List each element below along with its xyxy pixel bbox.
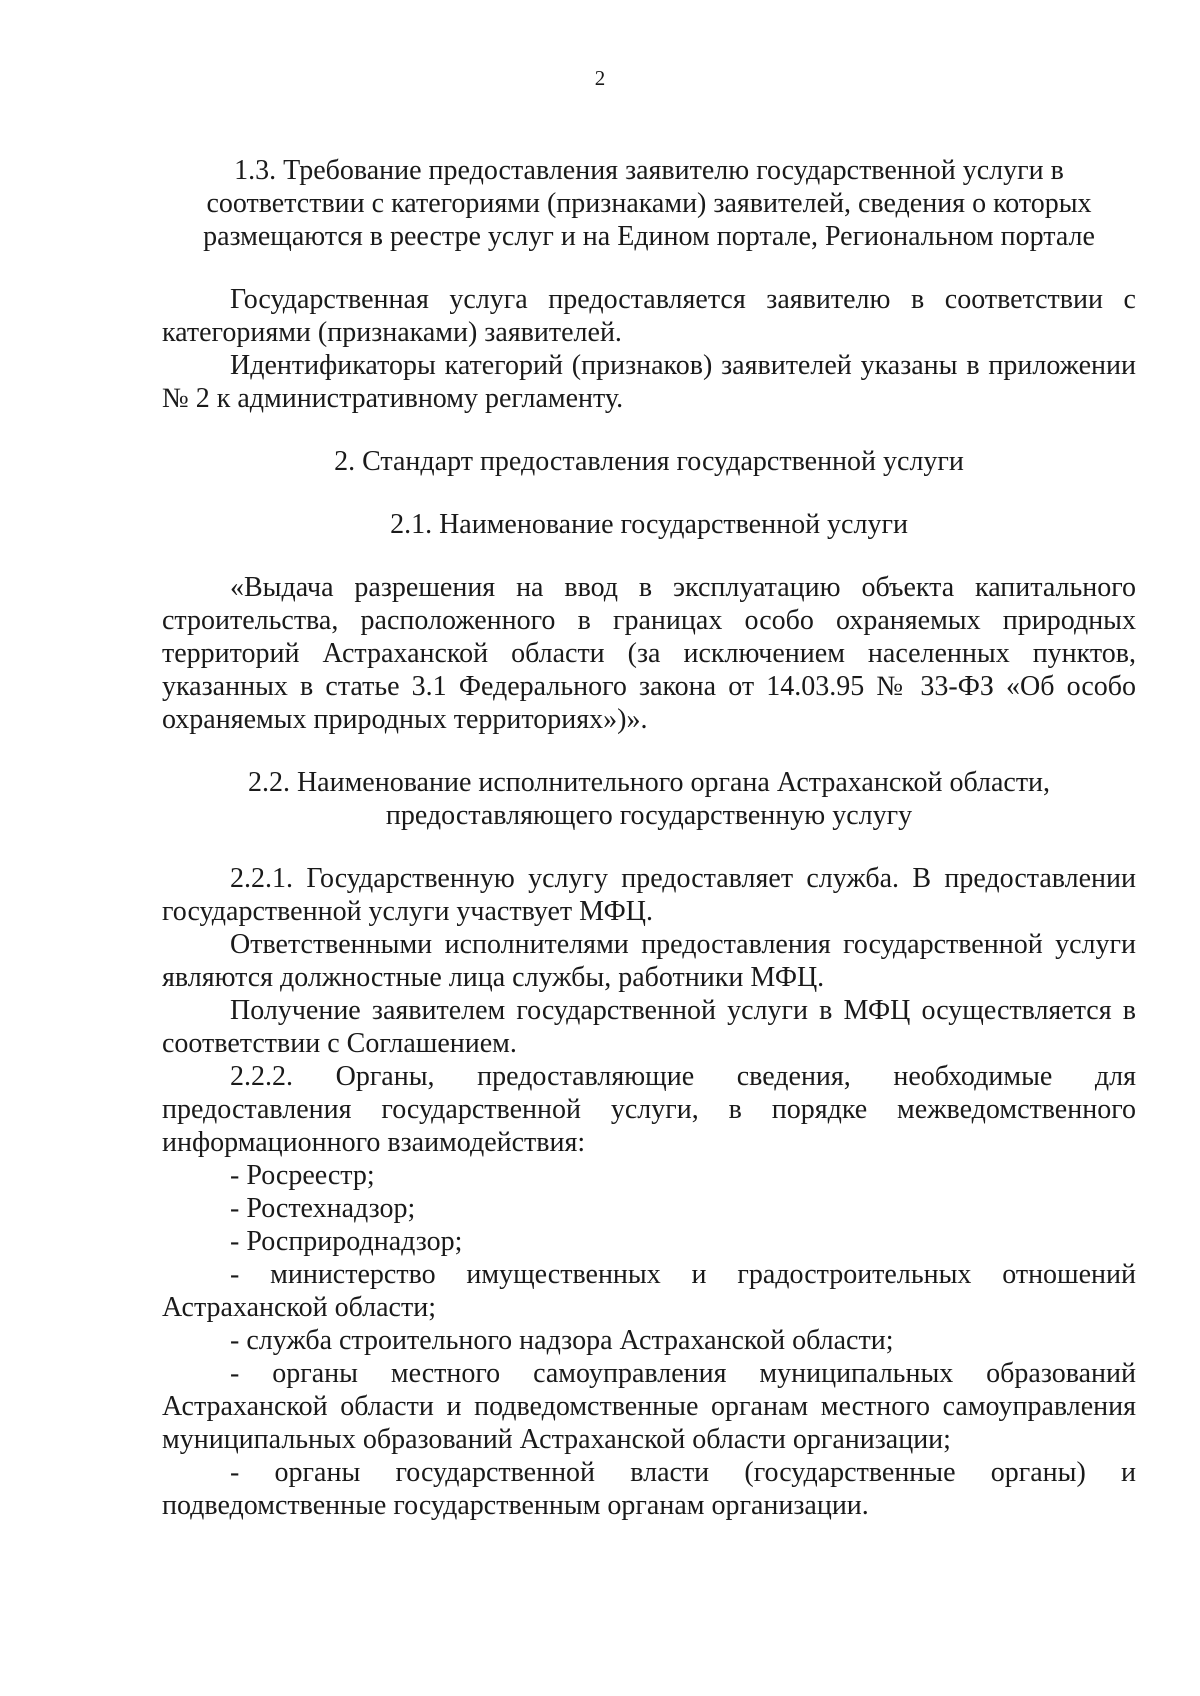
section-2-2-paragraph: 2.2.1. Государственную услугу предоставляет служба. В предоставлении государственной услуги участвует МФЦ. bbox=[162, 863, 1136, 927]
list-item: - Ростехнадзор; bbox=[230, 1193, 416, 1224]
section-2-2-paragraph: Ответственными исполнителями предоставления государственной услуги являются должностные лица службы, работники МФЦ. bbox=[162, 929, 1136, 993]
page-number: 2 bbox=[594, 66, 606, 90]
section-2-1-heading: 2.1. Наименование государственной услуги bbox=[390, 509, 908, 540]
section-2-2-paragraph: 2.2.2. Органы, предоставляющие сведения, необходимые для предоставления государственной услуги, в порядке межведомственного информационного взаимодействия: bbox=[162, 1061, 1136, 1158]
section-2-2-heading-line2: предоставляющего государственную услугу bbox=[385, 800, 913, 831]
section-2-2-heading-line1: 2.2. Наименование исполнительного органа Астраханской области, bbox=[247, 767, 1051, 798]
document-body bbox=[162, 154, 1136, 1522]
section-2-2-paragraph: Получение заявителем государственной услуги в МФЦ осуществляется в соответствии с Соглашением. bbox=[162, 995, 1136, 1059]
list-item: - служба строительного надзора Астраханской области; bbox=[230, 1325, 894, 1356]
section-1-3-paragraph: Государственная услуга предоставляется заявителю в соответствии с категориями (признаками) заявителей. bbox=[162, 284, 1136, 348]
list-item: - Росприроднадзор; bbox=[230, 1226, 463, 1257]
list-item: - органы местного самоуправления муниципальных образований Астраханской области и подведомственные органам местного самоуправления муниципальных образований Астраханской области организации; bbox=[162, 1358, 1136, 1455]
section-1-3-paragraph: Идентификаторы категорий (признаков) заявителей указаны в приложении № 2 к административному регламенту. bbox=[162, 350, 1136, 414]
list-item: - Росреестр; bbox=[230, 1160, 375, 1191]
list-item: - органы государственной власти (государственные органы) и подведомственные государственным органам организации. bbox=[162, 1457, 1136, 1521]
section-2-1-paragraph: «Выдача разрешения на ввод в эксплуатацию объекта капитального строительства, расположенного в границах особо охраняемых природных территорий Астраханской области (за исключением населенных пунктов, указанных в статье 3.1 Федерального закона от 14.03.95 № 33-ФЗ «Об особо охраняемых природных территориях»)». bbox=[162, 572, 1136, 735]
list-item: - министерство имущественных и градостроительных отношений Астраханской области; bbox=[162, 1259, 1136, 1323]
section-2-heading: 2. Стандарт предоставления государственной услуги bbox=[334, 446, 964, 477]
section-1-3-heading: 1.3. Требование предоставления заявителю государственной услуги в соответствии с категориями (признаками) заявителей, сведения о которых размещаются в реестре услуг и на Едином портале, Региональном портале bbox=[203, 155, 1095, 252]
